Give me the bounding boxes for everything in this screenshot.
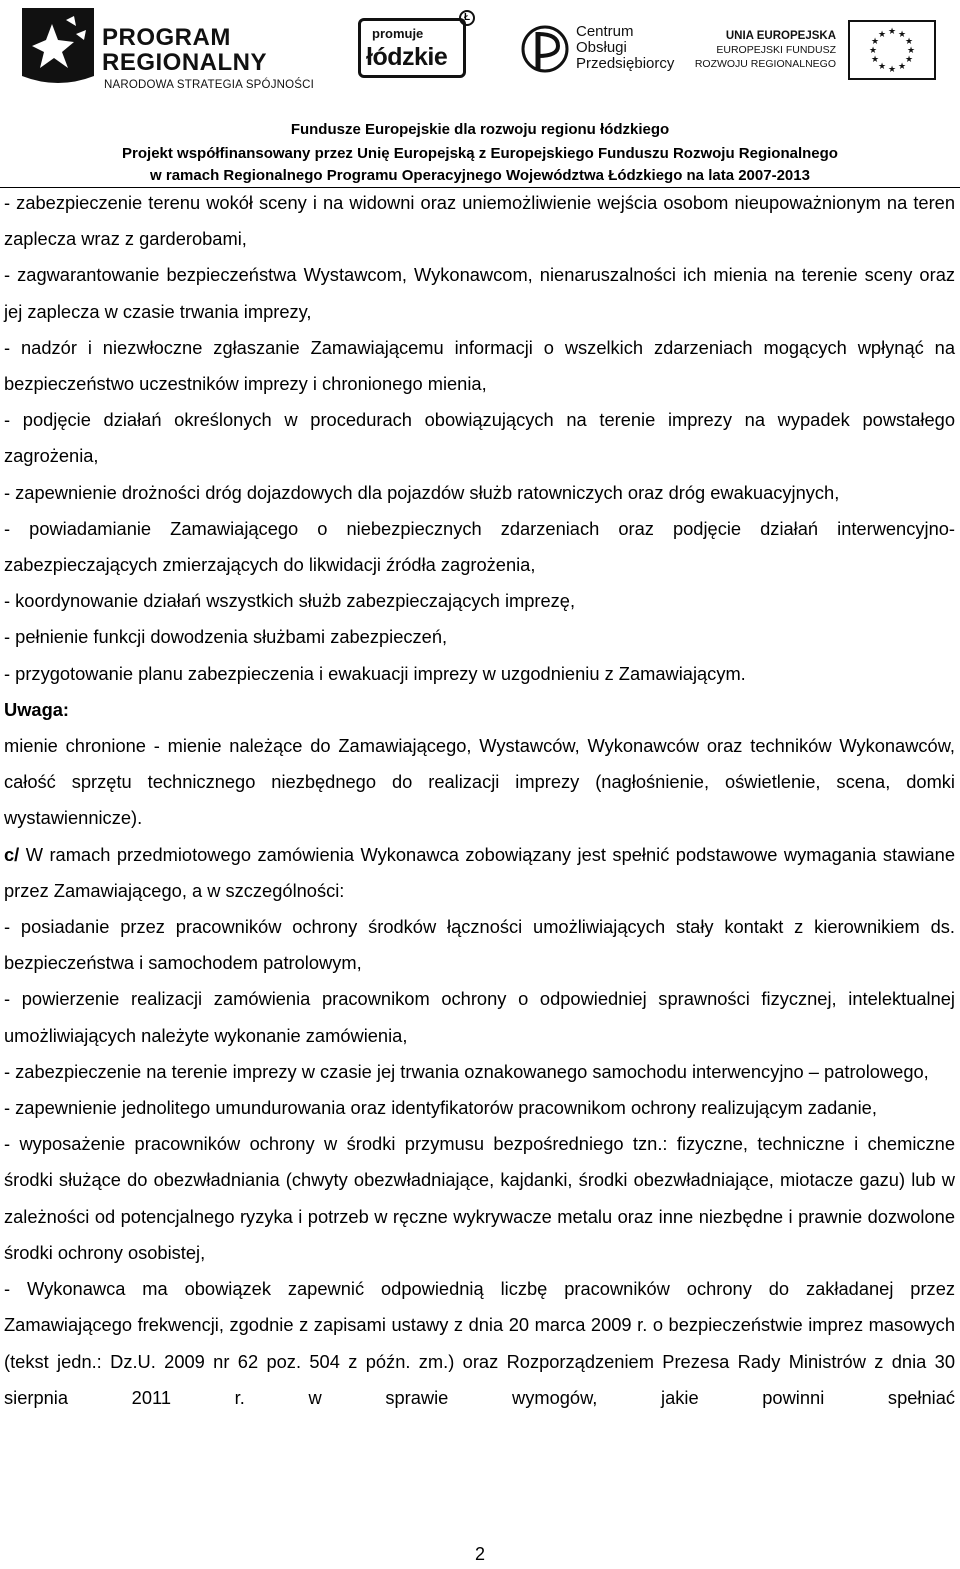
section-c-text: W ramach przedmiotowego zamówienia Wykonawca zobowiązany jest spełnić podstawowe wymagania stawiane przez Zamawiającego, a w szczególności:	[4, 843, 955, 901]
lodzkie-mark-icon: Ł	[459, 10, 475, 26]
promuje-lodzkie-logo	[358, 10, 476, 80]
program-logo-line1: PROGRAM	[102, 24, 231, 51]
program-regionalny-emblem-icon	[18, 6, 98, 90]
svg-text:★: ★	[897, 30, 907, 40]
duty-item: - koordynowanie działań wszystkich służb zabezpieczających imprezę,	[4, 590, 576, 612]
header-caption-funds: Fundusze Europejskie dla rozwoju regionu łódzkiego	[290, 121, 670, 138]
eu-logo-line1: UNIA EUROPEJSKA	[725, 30, 836, 42]
svg-text:★: ★	[877, 62, 887, 72]
svg-text:★: ★	[904, 55, 914, 65]
document-body	[4, 185, 955, 1416]
svg-text:★: ★	[870, 37, 880, 47]
duty-item: - zagwarantowanie bezpieczeństwa Wystawcom, Wykonawcom, nienaruszalności ich mienia na terenie sceny oraz jej zaplecza w czasie trwania imprezy,	[4, 264, 955, 322]
lodzkie-logo-big-text: łódzkie	[366, 43, 448, 71]
page-number: 2	[474, 1544, 485, 1564]
program-regionalny-logo	[18, 6, 328, 90]
cop-logo-line1: Centrum	[576, 23, 634, 40]
requirement-item: - zapewnienie jednolitego umundurowania oraz identyfikatorów pracownikom ochrony realizującym zadanie,	[4, 1097, 877, 1119]
svg-text:★: ★	[887, 65, 897, 75]
requirement-item: - posiadanie przez pracowników ochrony środków łączności umożliwiających stały kontakt z kierownikiem ds. bezpieczeństwa i samochodem patrolowym,	[4, 916, 955, 974]
note-text: mienie chronione - mienie należące do Zamawiającego, Wystawców, Wykonawców oraz techników Wykonawców, całość sprzętu technicznego niezbędnego do realizacji imprezy (nagłośnienie, oświetlenie, scena, domki wystawiennicze).	[4, 735, 955, 829]
svg-text:★: ★	[877, 30, 887, 40]
header-caption-cofinancing: Projekt współfinansowany przez Unię Europejską z Europejskiego Funduszu Rozwoju Regionalnego	[122, 145, 838, 162]
lodzkie-logo-small-text: promuje	[372, 26, 424, 41]
requirement-item: - Wykonawca ma obowiązek zapewnić odpowiednią liczbę pracowników ochrony do zakładanej przez Zamawiającego frekwencji, zgodnie z zapisami ustawy z dnia 20 marca 2009 r. o bezpieczeństwie imprez masowych (tekst jedn.: Dz.U. 2009 nr 62 poz. 504 z późn. zm.) oraz Rozporządzeniem Prezesa Rady Ministrów z dnia 30 sierpnia 2011 r. w sprawie wymogów, jakie powinni spełniać	[4, 1278, 955, 1408]
cop-emblem-icon	[520, 18, 570, 80]
duty-item: - pełnienie funkcji dowodzenia służbami zabezpieczeń,	[4, 626, 448, 648]
program-logo-line3: NARODOWA STRATEGIA SPÓJNOŚCI	[104, 79, 315, 91]
eu-logo-line3: ROZWOJU REGIONALNEGO	[694, 58, 836, 70]
duty-item: - zapewnienie drożności dróg dojazdowych dla pojazdów służb ratowniczych oraz dróg ewakuacyjnych,	[4, 481, 840, 503]
requirement-item: - wyposażenie pracowników ochrony w środki przymusu bezpośredniego tzn.: fizyczne, techniczne i chemiczne środki służące do obezwładniania (chwyty obezwładniające, kajdanki, środki obezwładniające, miotacze gazu) lub w zależności od potencjalnego ryzyka i potrzeb w ręczne wykrywacze metalu oraz inne niezbędne i prawnie dozwolone środki ochrony osobistej,	[4, 1133, 955, 1263]
centrum-obslugi-przedsiebiorcy-logo	[520, 18, 680, 82]
section-c-label: c/	[4, 843, 20, 865]
svg-text:★: ★	[897, 62, 907, 72]
requirement-item: - powierzenie realizacji zamówienia pracownikom ochrony o odpowiedniej sprawności fizycznej, intelektualnej umożliwiających należyte wykonanie zamówienia,	[4, 988, 955, 1046]
duty-item: - zabezpieczenie terenu wokół sceny i na widowni oraz uniemożliwienie wejścia osobom nieupoważnionym na teren zaplecza wraz z garderobami,	[4, 192, 955, 250]
section-c-paragraph	[4, 837, 955, 909]
duty-item: - powiadamianie Zamawiającego o niebezpiecznych zdarzeniach oraz podjęcie działań interwencyjno-zabezpieczających zmierzających do likwidacji źródła zagrożenia,	[4, 517, 955, 576]
cop-logo-line2: Obsługi	[576, 39, 627, 56]
svg-text:★: ★	[868, 46, 878, 56]
requirement-item: - zabezpieczenie na terenie imprezy w czasie jej trwania oznakowanego samochodu interwencyjno – patrolowego,	[4, 1060, 929, 1082]
svg-text:★: ★	[870, 55, 880, 65]
header-logos	[0, 0, 960, 110]
header-caption-programme: w ramach Regionalnego Programu Operacyjnego Województwa Łódzkiego na lata 2007-2013	[150, 167, 810, 184]
note-label: Uwaga:	[4, 698, 70, 720]
duty-item: - przygotowanie planu zabezpieczenia i ewakuacji imprezy w uzgodnieniu z Zamawiającym.	[4, 662, 746, 684]
unia-europejska-logo	[694, 20, 936, 84]
duty-item: - podjęcie działań określonych w procedurach obowiązujących na terenie imprezy na wypadek powstałego zagrożenia,	[4, 409, 955, 467]
eu-flag-icon	[848, 20, 936, 80]
svg-text:★: ★	[904, 37, 914, 47]
program-logo-line2: REGIONALNY	[102, 49, 268, 76]
eu-logo-line2: EUROPEJSKI FUNDUSZ	[716, 44, 836, 56]
svg-text:★: ★	[887, 27, 897, 37]
svg-text:★: ★	[906, 46, 916, 56]
cop-logo-line3: Przedsiębiorcy	[576, 55, 675, 72]
duty-item: - nadzór i niezwłoczne zgłaszanie Zamawiającemu informacji o wszelkich zdarzeniach mogących wpłynąć na bezpieczeństwo uczestników imprezy i chronionego mienia,	[4, 336, 955, 395]
